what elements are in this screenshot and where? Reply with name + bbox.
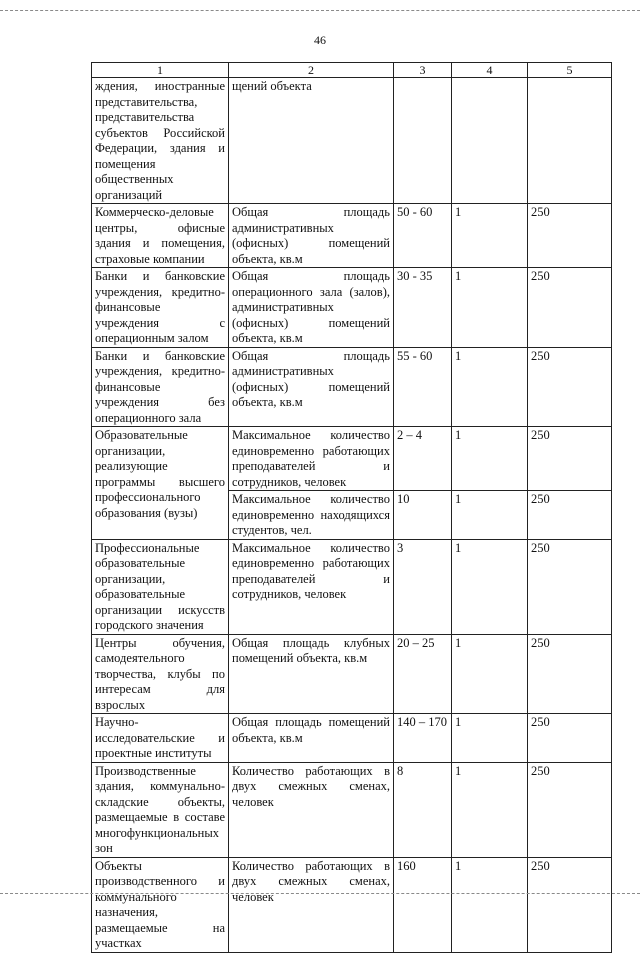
value-cell: 250	[528, 714, 612, 763]
object-type-cell: Научно-исследовательские и проектные институты	[92, 714, 229, 763]
column-header: 3	[394, 63, 452, 78]
indicator-cell: Максимальное количество единовременно находящихся студентов, чел.	[229, 491, 394, 540]
value-cell	[528, 78, 612, 204]
unit-cell: 1	[452, 347, 528, 427]
indicator-cell: Общая площадь административных (офисных) помещений объекта, кв.м	[229, 347, 394, 427]
norm-cell	[394, 78, 452, 204]
indicator-cell: Количество работающих в двух смежных сменах, человек	[229, 857, 394, 952]
norm-cell: 8	[394, 762, 452, 857]
table-row	[92, 78, 612, 204]
indicator-cell: щений объекта	[229, 78, 394, 204]
indicator-cell: Общая площадь клубных помещений объекта, кв.м	[229, 634, 394, 714]
value-cell: 250	[528, 491, 612, 540]
table-row	[92, 539, 612, 634]
norm-cell: 160	[394, 857, 452, 952]
table-row	[92, 204, 612, 268]
indicator-cell: Максимальное количество единовременно работающих преподавателей и сотрудников, человек	[229, 539, 394, 634]
bottom-dashed-border	[0, 893, 640, 894]
object-type-cell: ждения, иностранные представительства, представительства субъектов Российской Федерации, здания и помещения общественных организаций	[92, 78, 229, 204]
norm-cell: 10	[394, 491, 452, 540]
unit-cell: 1	[452, 539, 528, 634]
object-type-cell: Производственные здания, коммунально-складские объекты, размещаемые в составе многофункциональных зон	[92, 762, 229, 857]
unit-cell: 1	[452, 491, 528, 540]
value-cell: 250	[528, 268, 612, 348]
object-type-cell: Коммерческо-деловые центры, офисные здания и помещения, страховые компании	[92, 204, 229, 268]
table-row	[92, 427, 612, 491]
column-header: 5	[528, 63, 612, 78]
indicator-cell: Общая площадь административных (офисных) помещений объекта, кв.м	[229, 204, 394, 268]
value-cell: 250	[528, 539, 612, 634]
table-row	[92, 268, 612, 348]
table-row	[92, 634, 612, 714]
standards-table	[91, 62, 612, 953]
column-header: 2	[229, 63, 394, 78]
table-header-row	[92, 63, 612, 78]
object-type-cell: Образовательные организации, реализующие программы высшего профессионального образования (вузы)	[92, 427, 229, 540]
unit-cell: 1	[452, 634, 528, 714]
unit-cell: 1	[452, 857, 528, 952]
unit-cell	[452, 78, 528, 204]
norm-cell: 30 - 35	[394, 268, 452, 348]
value-cell: 250	[528, 857, 612, 952]
value-cell: 250	[528, 634, 612, 714]
value-cell: 250	[528, 427, 612, 491]
norm-cell: 3	[394, 539, 452, 634]
object-type-cell: Объекты производственного и коммунального назначения, размещаемые на участках	[92, 857, 229, 952]
unit-cell: 1	[452, 204, 528, 268]
object-type-cell: Банки и банковские учреждения, кредитно-финансовые учреждения с операционным залом	[92, 268, 229, 348]
value-cell: 250	[528, 204, 612, 268]
table-row	[92, 347, 612, 427]
indicator-cell: Общая площадь операционного зала (залов), административных (офисных) помещений объекта, кв.м	[229, 268, 394, 348]
indicator-cell: Общая площадь помещений объекта, кв.м	[229, 714, 394, 763]
column-header: 4	[452, 63, 528, 78]
norm-cell: 50 - 60	[394, 204, 452, 268]
object-type-cell: Банки и банковские учреждения, кредитно-финансовые учреждения без операционного зала	[92, 347, 229, 427]
unit-cell: 1	[452, 427, 528, 491]
indicator-cell: Количество работающих в двух смежных сменах, человек	[229, 762, 394, 857]
norm-cell: 55 - 60	[394, 347, 452, 427]
norm-cell: 20 – 25	[394, 634, 452, 714]
top-dashed-border	[0, 10, 640, 11]
unit-cell: 1	[452, 268, 528, 348]
column-header: 1	[92, 63, 229, 78]
object-type-cell: Центры обучения, самодеятельного творчества, клубы по интересам для взрослых	[92, 634, 229, 714]
table-row	[92, 714, 612, 763]
value-cell: 250	[528, 762, 612, 857]
unit-cell: 1	[452, 762, 528, 857]
value-cell: 250	[528, 347, 612, 427]
object-type-cell: Профессиональные образовательные организации, образовательные организации искусств городского значения	[92, 539, 229, 634]
indicator-cell: Максимальное количество единовременно работающих преподавателей и сотрудников, человек	[229, 427, 394, 491]
table-row	[92, 762, 612, 857]
page-number: 46	[314, 33, 326, 47]
norm-cell: 140 – 170	[394, 714, 452, 763]
norm-cell: 2 – 4	[394, 427, 452, 491]
unit-cell: 1	[452, 714, 528, 763]
